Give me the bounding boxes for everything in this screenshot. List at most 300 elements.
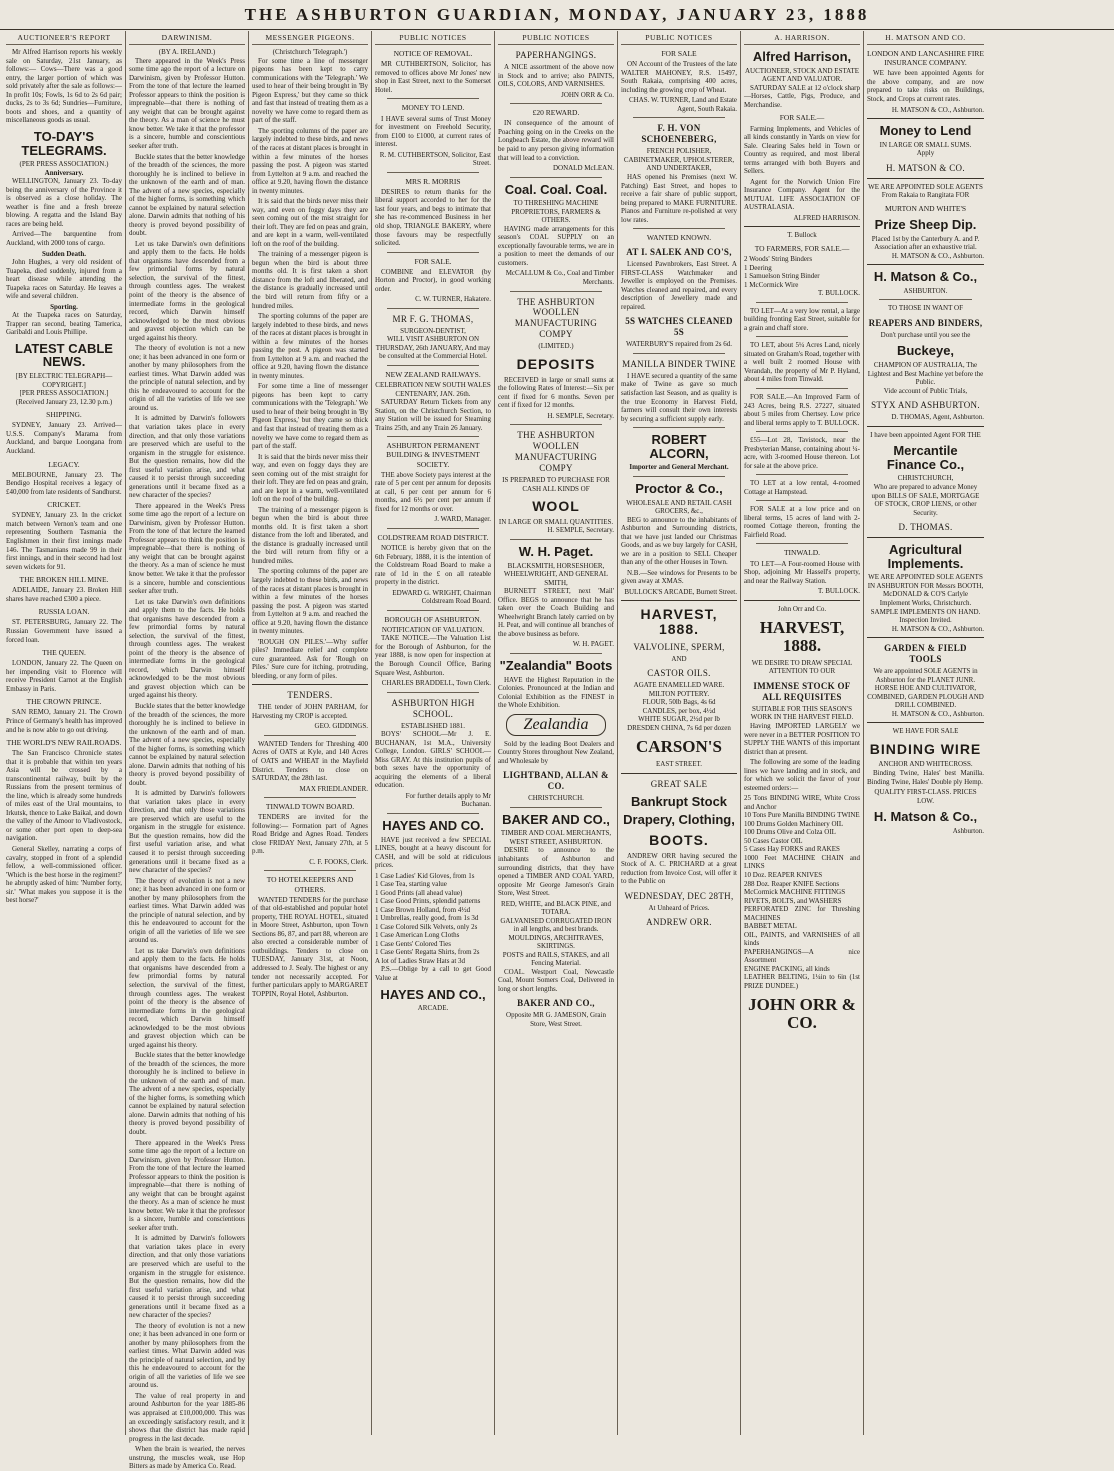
for-sale-heading: FOR SALE [661,49,697,59]
orr-stock-heading: IMMENSE STOCK OF ALL REQUISITES [753,680,851,702]
woollen-wool-heading: THE ASHBURTON WOOLLEN MANUFACTURING COMPY [514,430,598,474]
sheep-dip-maker: MURTON AND WHITE'S [884,203,967,213]
reapers-heading: REAPERS AND BINDERS, [868,317,983,328]
paperhangings-text: A NICE assortment of the above now in Stock and to arrive; also PAINTS, OILS, COLORS, AND VARNISHES. [498,63,614,89]
divider [510,653,602,654]
baker-subheading: TIMBER AND COAL MERCHANTS, [500,829,612,838]
article-paragraph: The theory of evolution is not a new one; it has been advanced in one form or another by many philosophers from the earliest times. What Darwin added was the principle of natural selection, and by this he endeavoured to account for the origin of all the varieties of life we see around us. [129,344,245,412]
great-sale-heading: GREAT SALE [650,778,708,789]
arrived-text: Arrived—The barquentine from Auckland, with 2000 tons of cargo. [6,230,122,247]
manila-twine-text: I HAVE secured a quantity of the same make of Twine as gave so much satisfaction last Season, and as quality is the true Economy in Harvest Field, farmers will consult their own interests by securing a sufficient supply early. [621,371,737,423]
reward-signature: DONALD McLEAN. [552,164,614,173]
coldstream-text: NOTICE is hereby given that on the 6th February, 1888, it is the intention of the Coldstream Road Board to make a rate of 1d in the £ on all rateable property in the district. [375,544,491,587]
auction-report: Mr Alfred Harrison reports his weekly sale on Saturday, 21st January, as follows:— Cows—There was a good entry, the larger portion of which was sold privately after the sale as follows:—In profit 10s; Fowls, 1s 6d to 2s 6d pair; ducks, 2s to 3s 6d; Sundries—Furniture, boots and shoes, and a quantity of miscellaneous goods as usual. [6,48,122,125]
list-item: GALVANISED CORRUGATED IRON in all lengths, and best brands. [500,916,612,934]
column-1 [3,31,126,1435]
hayes-item-list [375,872,491,966]
sheep-dip-signature: H. MATSON & CO., Ashburton. [891,251,984,260]
cable-news-sub: [BY ELECTRIC TELEGRAPH—COPYRIGHT.] [15,372,113,389]
divider [867,264,984,265]
mercantile-sub: CHRISTCHURCH, [897,474,954,483]
for-sale-text: ON Account of the Trustees of the late WALTER MAHONEY, R.S. 15497, South Rakaia, comprising 400 acres, including the growing crop of Wheat. [621,60,737,94]
divider [867,637,984,638]
divider [633,228,725,229]
cable-news-sub2: [PER PRESS ASSOCIATION.] [19,389,109,398]
harrison-text: SATURDAY SALE at 12 o'clock sharp—Horses, Cattle, Pigs, Produce, and Merchandise. [744,83,860,109]
baker-text: DESIRE to announce to the inhabitants of Ashburton and surrounding districts, that they have opened a TIMBER AND COAL YARD, opposite Mr George Jameson's Grain Store, West Street. [498,846,614,898]
article-paragraph: Let us take Darwin's own definitions and apply them to the facts. He holds that organisms have descended from a few primordial forms by natural selection, the survival of the fittest, through countless ages. The weakest point of the theory is the absence of intermediate forms in the geological record, which Darwin himself acknowledged to be the most obvious and gravest objection which can be urged against his theory. [129,946,245,1049]
list-item: 1 Case Brown Holland, from 4½d [375,905,471,914]
list-item: 1 Case Tea, starting value [375,880,447,889]
tender-notice: WANTED Tenders for Threshing 400 Acres of OATS at Kyle, and 140 Acres of OATS and WHEAT in the Mayfield District. Tenders to close on SATURDAY, the 28th last. [252,739,368,783]
divider [756,388,848,389]
salek-text: Licensed Pawnbrokers, East Street. A FIRST-CLASS Watchmaker and Jeweller is employed on the Premises. Watches cleaned and repaired, and every description of Jewellery made and repaired. [621,260,737,311]
divider [867,537,984,538]
harrison-sale-text: Farming Implements, and Vehicles of all kinds constantly in Yards on view for Sale. Clearing Sales held in Town or Country as required, and most liberal terms arranged with both Buyers and Sellers. [744,124,860,176]
article-paragraph: It is admitted by Darwin's followers that variation takes place in every direction, and that only those variations are preserved which are useful to the organism in the struggle for existence. But the question remains, how did the first useful variation arise, and what caused it to persist through succeeding generations until it became fixed as a new character of the species? [129,789,245,875]
article-paragraph: Let us take Darwin's own definitions and apply them to the facts. He holds that organisms have descended from a few primordial forms by natural selection, the survival of the fittest, through countless ages. The weakest point of the theory is the absence of intermediate forms in the geological record, which Darwin himself acknowledged to be the most obvious and gravest objection which can be urged against his theory. [129,597,245,700]
tinwald-text: TO LET—A Four-roomed House with Shop, adjoining Mr Hassell's property, and near the Railway Station. [744,559,860,585]
rough-on-piles-ad: 'ROUGH ON PILES.'—Why suffer piles? Immediate relief and complete cure guaranteed. Ask for 'Rough on Piles.' Sure cure for itching, protruding, bleeding, or any form of piles. [252,637,368,680]
russia-heading: RUSSIA LOAN. [38,607,90,617]
column-heading: PUBLIC NOTICES [498,33,614,45]
building-society-text: THE above Society pays interest at the rate of 5 per cent per annum for deposits at call, 6 per cent per annum for 6 months, and 6½ per cent per annum if fixed for 12 months or over. [375,470,491,513]
column-heading: DARWINISM. [129,33,245,45]
farmers-item-list [744,255,860,289]
article-paragraph: Let us take Darwin's own definitions and apply them to the facts. He holds that organisms have descended from a few primordial forms by natural selection, the survival of the fittest, through countless ages. The weakest point of the theory is the absence of intermediate forms in the geological record, which Darwin himself acknowledged to be the most obvious and gravest objection which can be urged against his theory. [129,239,245,342]
railways-text: SATURDAY Return Tickets from any Station, on the Christchurch Section, to any Station will be issued for Steaming Trains 25th, and any Train 26 January. [375,398,491,432]
list-item: 10 Tons Pure Manilla BINDING TWINE [744,811,860,820]
list-item: BABBET METAL [744,922,797,931]
divider [744,226,860,227]
divider [621,773,737,774]
anniversary-text: WELLINGTON, January 23. To-day being the anniversary of the Province it is observed as a close holiday. The weather is fine and a fresh breeze blowing. A regatta and the Island Bay races are being held. [6,177,122,228]
divider [633,427,725,428]
list-item: 1 Deering [744,263,772,272]
list-item: McCormick MACHINE FITTINGS [744,888,846,897]
article-paragraph: Buckle states that the better knowledge of the breadth of the sciences, the more thoroughly he is inclined to believe in the unknown of the earth and of man. The advent of a new species, especially of the higher forms, is something which cannot be explained by natural selection alone. Darwin admits that nothing of his theory is proved beyond possibility of doubt. [129,1051,245,1137]
broken-hill-text: ADELAIDE, January 23. Broken Hill shares have reached £300 a piece. [6,586,122,603]
wool-heading: WOOL [532,498,580,515]
binding-wire-text: Binding Twine, Hales' best Manilla. Binding Twine, Hales' Double ply Hemp. [867,768,984,786]
list-item: DRESDEN CHINA, 7s 6d per dozen [627,723,731,732]
divider [387,252,479,253]
list-item: 2 Woods' String Binders [744,255,813,264]
list-item: 1000 Feet MACHINE CHAIN and LINKS [744,853,860,871]
article-paragraph: There appeared in the Week's Press some time ago the report of a lecture on Darwinism, given by Professor Hutton. From the tone of that lecture the learned Professor appears to think the position is impregnable—that there is nothing of any weight that can be brought against the theory. As a man of science he must know better. We take it that the professor is a sincere, humble and conscientious seeker after truth. [129,1138,245,1232]
borough-subheading: NOTIFICATION OF VALUATION. [381,625,485,634]
column-heading: A. HARRISON. [744,33,860,45]
divider [510,103,602,104]
divider [264,735,356,736]
divider [756,543,848,544]
orr-sale-prices: At Unheard of Prices. [648,903,710,912]
list-item: WHITE SUGAR, 2½d per lb [638,715,720,724]
watches-heading: 5S WATCHES CLEANED 5S [625,316,733,338]
reapers-intro: TO THOSE IN WANT OF [888,304,963,313]
money-to-lend-heading: MONEY TO LEND. [401,103,465,113]
list-item: 1 Good Prints (all ahead value) [375,888,463,897]
proctor-text: BEG to announce to the inhabitants of Ashburton and Surrounding districts, that we have just landed our Christmas Goods, and as we buy largely for CASH, we are in a position to SELL Cheaper than any of the other Houses in Town. [621,515,737,567]
for-sale-text: COMBINE and ELEVATOR (by Horton and Proctor), in good working order. [375,267,491,293]
article-paragraph: Buckle states that the better knowledge of the breadth of the sciences, the more thoroughly he is inclined to believe in the unknown of the earth and of man. The advent of a new species, especially of the higher forms, is something which cannot be explained by natural selection alone. Darwin admits that nothing of his theory is proved beyond possibility of doubt. [129,701,245,787]
sporting-heading: Sporting. [50,302,78,311]
divider [387,436,479,437]
garden-tools-heading: GARDEN & FIELD TOOLS [884,643,967,665]
wool-text: IN LARGE OR SMALL QUANTITIES. [498,517,614,526]
sheep-dip-intro: WE ARE APPOINTED SOLE AGENTS From Rakaia to Rangitata FOR [868,182,983,200]
divider [744,600,860,601]
orr-sale-date: WEDNESDAY, DEC 28TH, [624,890,734,901]
property-value-paragraph: The value of real property in and around Ashburton for the year 1885-86 was appraised at £10,000,000. This was an exceedingly satisfactory result, and it shows that the district has made rapid progress in the last decade. [129,1391,245,1443]
dentist-heading: MR F. G. THOMAS, [392,313,474,324]
high-school-heading: ASHBURTON HIGH SCHOOL. [391,697,475,719]
hotelkeepers-heading: TO HOTELKEEPERS AND OTHERS. [266,875,354,894]
divider [387,308,479,309]
boots-heading: BOOTS. [649,832,709,849]
buckeye-text: CHAMPION OF AUSTRALIA, The Lightest and Best Machine yet before the Public. [867,361,984,387]
harrison-heading: Alfred Harrison, [752,49,852,65]
divider [633,353,725,354]
article-byline: (Christchurch 'Telegraph.') [272,48,348,57]
harvest-line: CASTOR OILS. [647,668,711,679]
removal-heading: NOTICE OF REMOVAL. [393,49,473,59]
manila-twine-heading: MANILLA BINDER TWINE [622,358,736,369]
zealandia-heading: "Zealandia" Boots [499,657,613,673]
harvest-item-list [621,681,737,732]
orr-sale-text: ANDREW ORR having secured the Stock of A. C. PRICHARD at a great reduction from Invoice Cost, will offer it to the Public on [621,851,737,886]
farmers-signature: T. BULLOCK. [817,289,860,298]
railways-subheading: CELEBRATION NEW SOUTH WALES CENTENARY, JAN. 26th. [375,381,491,398]
column-heading: H. MATSON AND CO. [867,33,984,45]
list-item: ENGINE PACKING, all kinds [744,964,830,973]
borough-heading: BOROUGH OF ASHBURTON. [384,614,482,624]
coal-heading: Coal. Coal. Coal. [504,181,608,197]
list-item: 1 Samuelson String Binder [744,272,820,281]
paget-subheading: BLACKSMITH, HORSESHOER, WHEELWRIGHT, AND GENERAL SMITH, [503,561,609,587]
baker-address: WEST STREET, ASHBURTON. [509,837,603,846]
list-item: PERFORATED ZINC for Threshing MACHINES [744,905,860,922]
tender-signature: GEO. GIDDINGS. [314,722,368,731]
orr-column-head: John Orr and Co. [777,604,827,613]
harvest-heading: HARVEST, 1888. [759,618,845,656]
hayes-heading: HAYES AND CO. [382,817,484,833]
binding-wire-intro: WE HAVE FOR SALE [892,727,959,736]
thomas-signature: D. THOMAS, Agent, Ashburton. [891,413,984,422]
divider [633,476,725,477]
agricultural-heading: Agricultural Implements. [887,542,964,571]
divider [510,177,602,178]
divider [387,610,479,611]
list-item: 1 Case Good Prints, splendid patterns [375,897,481,906]
money-lend-sub: IN LARGE OR SMALL SUMS. [879,140,972,149]
tinwald-board-signature: C. F. FOOKS, Clerk. [309,857,368,866]
broken-hill-heading: THE BROKEN HILL MINE. [19,575,109,585]
binding-wire-quality: QUALITY FIRST-CLASS. PRICES LOW. [874,788,977,805]
list-item: MILTON POTTERY. [648,689,710,698]
column-2 [126,31,249,1471]
building-society-signature: J. WARD, Manager. [434,515,491,524]
harvest-heading: HARVEST, 1888. [640,606,718,638]
queen-text: LONDON, January 22. The Queen on her impending visit to Florence will receive President Carnot at the English Embassy in Paris. [6,659,122,693]
zealandia-footer: Sold by the leading Boot Dealers and Country Stores throughout New Zealand, and Wholesale by [498,739,614,765]
list-item: 1 Case Ladies' Kid Gloves, from 1s [375,871,475,880]
crown-prince-text: SAN REMO, January 21. The Crown Prince of Germany's health has improved and he is now able to go out driving. [6,708,122,734]
hop-bitters-ad: When the brain is wearied, the nerves unstrung, the muscles weak, use Hop Bitters as made by America Co. Read. [129,1445,245,1471]
high-school-subheading: ESTABLISHED 1881. [401,721,465,730]
column-heading: MESSENGER PIGEONS. [252,33,368,45]
tender-notice: THE tender of JOHN PARHAM, for Harvesting my CROP is accepted. [252,703,368,720]
tinwald-heading: TINWALD. [783,548,821,558]
railways-heading: NEW ZEALAND RAILWAYS. [385,369,481,379]
mercantile-intro: I have been appointed Agent FOR THE [870,430,981,439]
list-item: RED, WHITE, and BLACK PINE, and TOTARA. [501,899,611,917]
article-paragraph: The theory of evolution is not a new one; it has been advanced in one form or another by many philosophers from the earliest times. What Darwin added was the principle of natural selection, and by this he endeavoured to account for the origin of all the varieties of life we see around us. [129,876,245,945]
divider [867,722,984,723]
telegrams-heading: TO-DAY'S TELEGRAMS. [21,128,107,158]
list-item: 25 Tons BINDING WIRE, White Cross and Anchor [744,794,860,811]
proctor-signature: BULLOCK'S ARCADE, Burnett Street. [624,587,737,596]
orr-sale-signature: ANDREW ORR. [646,917,712,928]
styx-heading: STYX AND ASHBURTON. [871,400,980,411]
proctor-subheading: WHOLESALE AND RETAIL CASH GROCERS, &c., [626,498,732,516]
hayes-postscript: P.S.—Oblige by a call to get Good Value at [375,965,491,982]
removal-text: MR CUTHBERTSON, Solicitor, has removed to offices above Mr Jones' new shop in East Street, next to the Somerset Hotel. [375,60,491,94]
list-item: POSTS and RAILS, STAKES, and all Fencing Material. [502,950,610,968]
deposits-signature: H. SEMPLE, Secretary. [547,411,614,420]
list-item: 50 Cases Castor OIL [744,836,803,845]
borough-text: TAKE NOTICE.—The Valuation List for the Borough of Ashburton, for the year 1888, is now open for inspection at the Borough Council Office, Baring Square West, Ashburton. [375,634,491,677]
to-let-notice: TO LET, about 5¼ Acres Land, nicely situated on Graham's Road, together with a well built 2 roomed House with Verandah, the property of Mr P. Hyland, about 4 miles from Tinwald. [744,341,860,384]
column-heading: AUCTIONEER'S REPORT [6,33,122,45]
paperhangings-signature: JOHN ORR & Co. [561,90,614,99]
for-sale-signature: CHAS. W. TURNER, Land and Estate Agent, South Rakaia. [629,96,737,113]
woollen-heading: THE ASHBURTON WOOLLEN MANUFACTURING COMPY [514,296,598,340]
matson-heading: H. Matson & Co., [873,269,978,285]
garden-tools-text: We are appointed SOLE AGENTS in Ashburton for the PLANET JUNR. HORSE HOE AND CULTIVATOR, COMBINED, GARDEN PLOUGH AND DRILL COMBINED. [867,667,984,710]
orr-stock-sub: SUITABLE FOR THIS SEASON'S WORK IN THE HARVEST FIELD. [750,704,854,722]
money-lend-signature: H. MATSON & CO. [886,162,965,173]
divider [387,365,479,366]
telegrams-subheading: (PER PRESS ASSOCIATION.) [19,160,109,169]
divider [252,684,368,685]
divider [510,424,602,425]
matson-footer-sub: Ashburton. [952,826,984,835]
sheep-dip-text: Placed 1st by the Canterbury A. and P. Association after an exhaustive trial. [871,234,980,252]
cable-news-heading: LATEST CABLE NEWS. [15,340,113,370]
harvest-line: VALVOLINE, SPERM, [633,641,725,652]
divider [264,797,356,798]
list-item: 5 Cases Hay FORKS and RAKES [744,845,840,854]
list-item: AGATE ENAMELLED WARE. [633,681,725,690]
list-item: 1 Umbrellas, really good, from 1s 3d [375,914,479,923]
baker-heading: BAKER AND CO., [502,811,610,827]
list-item: OIL, PAINTS, and VARNISHES of all kinds [744,930,860,948]
legacy-heading: LEGACY. [48,459,80,469]
divider [867,118,984,119]
divider [387,813,479,814]
morris-heading: MRS R. MORRIS [405,176,461,186]
article-paragraph: The sporting columns of the paper are largely indebted to these birds, and news of the races at distant places is brought in within a few minutes of the horses passing the post. A pigeon was started from Lyttelton at 9 a.m. and reached the office at 9.20, having flown the distance in twenty minutes. [252,312,368,380]
hayes-footer-sub: ARCADE. [417,1004,449,1013]
masthead [0,0,1114,30]
article-byline: (BY A. IRELAND.) [158,48,216,57]
column-6 [618,31,741,1435]
paget-heading: W. H. Paget. [518,543,594,559]
list-item: 1 Case Gents' Colored Ties [375,939,451,948]
tenders-heading: TENDERS. [287,690,333,701]
divider [264,870,356,871]
reward-text: IN consequence of the amount of Poaching going on in the Creeks on the Longbeach Estate, the above reward will be paid to any person giving information that will lead to a conviction. [498,119,614,162]
page-columns [3,31,1111,1471]
sudden-death-text: John Hughes, a very old resident of Tuapeka, died suddenly, injured from a heart disease while attending the Tuapeka races on Saturday. He leaves a wife and several children. [6,258,122,301]
article-paragraph: For some time a line of messenger pigeons has been kept to carry communications with the 'Telegraph.' We used to hear of their being brought in 'By Pigeon Express,' but they came so thick and fast that instead of treating them as a novelty we have come to regard them as part of the staff. [252,56,368,125]
tinwald-board-heading: TINWALD TOWN BOARD. [265,802,355,812]
list-item: 1 McCormick Wire [744,280,799,289]
orr-footer: JOHN ORR & CO. [748,995,856,1033]
article-paragraph: It is admitted by Darwin's followers that variation takes place in every direction, and that only those variations are preserved which are useful to the organism in the struggle for existence. But the question remains, how did the first useful variation arise, and what caused it to persist through succeeding generations until it became fixed as a new character of the species? [129,414,245,500]
coal-text: HAVING made arrangements for this season's COAL SUPPLY on an exceptionally favourable terms, we are in a position to meet the demands of our customers. [498,224,614,267]
alcorn-heading: ROBERT ALCORN, [649,432,709,461]
tender-signature: MAX FRIEDLANDER. [299,784,368,793]
coldstream-heading: COLDSTREAM ROAD DISTRICT. [377,532,489,542]
reward-heading: £20 REWARD. [532,108,580,118]
railroads-text: The San Francisco Chronicle states that it is probable that within ten years Asia will be crossed by a transcontinental railway, built by the Russians from the present terminus of the line, which is already some hundreds of miles east of the Ural mountains, to Irkutsk, thence to Lake Baikal, and down the valley of the Amoor to Vladivostock, or some other port open to deep-sea navigation. [6,749,122,843]
reapers-sub: Don't purchase until you see the [880,330,971,339]
shipping-heading: SHIPPING. [46,410,82,420]
column-7 [741,31,864,1435]
zealandia-logo: Zealandia [506,714,606,736]
insurance-text: WE have been appointed Agents for the above company, and are now prepared to take risks on Buildings, Stock, and Crops at current rates. [867,69,984,104]
building-society-heading: ASHBURTON PERMANENT BUILDING & INVESTMENT SOCIETY. [386,441,480,469]
divider [387,172,479,173]
mercantile-signature: D. THOMAS. [898,522,953,533]
list-item: 1 Case Gents' Regatta Shirts, from 2s [375,948,480,957]
list-item: MOULDINGS, ARCHITRAVES, SKIRTINGS. [508,933,604,951]
deposits-heading: DEPOSITS [516,355,596,372]
money-lend-apply: Apply [916,149,935,158]
list-item: 100 Drums Olive and Colza OIL [744,828,836,837]
divider [867,426,984,427]
money-to-lend-text: I HAVE several sums of Trust Money for investment on Freehold Security, from £100 to £1000, at current rates of interest. [375,114,491,149]
divider [510,291,602,292]
general-anecdote: General Skelley, narrating a corps of cavalry, stopped in front of a splendid fellow, a well-commissioned officer. 'Which is the best horse in the regiment?' he abruptly asked of him: 'Number forty, sir.' 'What makes you suppose it is the best horse?' [6,845,122,905]
coldstream-signature: EDWARD G. WRIGHT, Chairman Coldstream Road Board. [392,588,491,606]
public-trials-text: Vide account of Public Trials, [883,386,968,395]
divider [756,302,848,303]
divider [621,600,737,601]
money-lend-heading: Money to Lend [879,123,972,139]
column-3 [249,31,372,1435]
sheep-dip-heading: Prize Sheep Dip. [874,216,977,232]
article-paragraph: There appeared in the Week's Press some time ago the report of a lecture on Darwinism, given by Professor Hutton. From the tone of that lecture the learned Professor appears to think the position is impregnable—that there is nothing of any weight that can be brought against the theory. As a man of science he must know better. We take it that the professor is a sincere, humble and conscientious seeker after truth. [129,56,245,150]
matson-subheading: ASHBURTON. [903,286,948,295]
tinwald-board-text: TENDERS are invited for the following:— Formation part of Agnes Road Bridge and Agnes Road. Tenders close FRIDAY Next, January 27th, at 5 p.m. [252,813,368,856]
list-item: 10 Doz. REAPER KNIVES [744,871,823,880]
bullock-column-head: T. Bullock [787,231,817,240]
lightband-subheading: CHRISTCHURCH. [528,794,584,803]
crown-prince-heading: THE CROWN PRINCE. [26,697,102,707]
divider [633,117,725,118]
divider [510,539,602,540]
baker-coal-text: COAL. Westport Coal, Newcastle Coal, Mount Somers Coal, Delivered in long or short lengths. [498,967,614,993]
to-let-notice: TO LET at a low rental, 4-roomed Cottage at Hampstead. [744,479,860,496]
article-paragraph: The sporting columns of the paper are largely indebted to these birds, and news of the races at distant places is brought in within a few minutes of the horses passing the post. A pigeon was started from Lyttelton at 9 a.m. and reached the office at 9.20, having flown the distance in twenty minutes. [252,567,368,636]
list-item: FLOUR, 50lb Bags, 4s 6d [642,698,716,707]
for-sale-heading: FOR SALE. [414,256,452,266]
garden-tools-signature: H. MATSON & CO., Ashburton. [891,709,984,718]
baker-item-list [498,900,614,968]
divider [756,336,848,337]
column-8 [864,31,987,1435]
column-5 [495,31,618,1435]
divider [867,178,984,179]
for-sale-signature: C. W. TURNER, Hakatere. [415,295,491,304]
shipping-text: SYDNEY, January 23. Arrived—U.S.S. Company's Marama from Auckland, and barque Loongana from Auckland. [6,421,122,455]
list-item: CANDLES, per box, 4½d [642,706,716,715]
schoeneberg-text: HAS opened his Premises (next W. Patching) East Street, and hopes to receive a fair share of public support, being prepared to MAKE FURNITURE. Pianos and Furniture re-polished at very low rates. [621,173,737,224]
wanted-known-heading: WANTED KNOWN. [646,233,712,243]
cricket-heading: CRICKET. [47,500,81,510]
woollen-limited: (LIMITED.) [538,342,574,351]
divider [756,431,848,432]
cricket-text: SYDNEY, January 23. In the cricket match between Vernon's team and one representing Southern Tasmania the Englishmen in their first innings made 146. The Tasmanians made 99 in their first innings, and in their second had lost seven wickets for 91. [6,511,122,571]
column-heading: PUBLIC NOTICES [375,33,491,45]
railroads-heading: THE WORLD'S NEW RAILROADS. [6,738,122,748]
paget-signature: W. H. PAGET. [572,640,614,649]
column-heading: PUBLIC NOTICES [621,33,737,45]
baker-footer: BAKER AND CO., [517,998,595,1009]
carsons-heading: CARSON'S [636,737,722,757]
list-item: 100 Drums Golden Machinery OIL [744,819,844,828]
harrison-sale-heading: FOR SALE.— [779,113,825,123]
article-paragraph: There appeared in the Week's Press some time ago the report of a lecture on Darwinism, given by Professor Hutton. From the tone of that lecture the learned Professor appears to think the position is impregnable—that there is nothing of any weight that can be brought against the theory. As a man of science he must know better. We take it that the professor is a sincere, humble and conscientious seeker after truth. [129,501,245,596]
legacy-text: MELBOURNE, January 23. The Bendigo Hospital receives a legacy of £40,000 from late residents of Sandhurst. [6,470,122,496]
sudden-death-heading: Sudden Death. [42,249,86,258]
mercantile-text: Who are prepared to advance Money upon BILLS OF SALE, MORTGAGE OF STOCK, CROP LIENS, or other Security. [871,483,980,517]
to-let-notice: TO LET—At a very low rental, a large building fronting East Street, suitable for a grain and chaff store. [744,306,860,332]
binding-wire-sub: ANCHOR AND WHITECROSS. [878,760,973,769]
article-paragraph: The theory of evolution is not a new one; it has been advanced in one form or another by many philosophers from the earliest times. What Darwin added was the principle of natural selection, and by this he endeavoured to account for the origin of all the varieties of life we see around us. [129,1321,245,1390]
divider [756,500,848,501]
orr-imported-text: Having IMPORTED LARGELY we were never in a BETTER POSITION TO SUPPLY THE WANTS of this important district than at present. [744,721,860,756]
divider [756,474,848,475]
article-paragraph: The training of a messenger pigeon is begun when the bird is about three months old. It is first taken a short distance from the loft and liberated, and the distance is gradually increased until the bird will return from fifty or a hundred miles. [252,250,368,310]
list-item: LEATHER BELTING, 1¼in to 6in (1st PRIZE DUNDEE.) [744,973,860,990]
woollen-wool-sub: IS PREPARED TO PURCHASE FOR CASH ALL KINDS OF [502,476,610,493]
carsons-subheading: EAST STREET. [655,760,703,769]
coal-signature: McCALLUM & Co., Coal and Timber Merchants. [505,269,614,286]
list-item: 288 Doz. Reaper KNIFE Sections [744,879,840,888]
divider [510,807,602,808]
for-sale-notice: FOR SALE.—An Improved Farm of 243 Acres, being R.S. 27227, situated about 5 miles from Chertsey. Low price and liberal terms apply to T. BULLOCK. [744,393,860,427]
orr-following-text: The following are some of the leading lines we have landing and in stock, and for which we solicit the favor of your esteemed orders:— [744,758,860,792]
high-school-text: BOYS' SCHOOL—Mr J. E. BUCHANAN, 1st M.A., University College, London. GIRLS' SCHOOL—Miss GRAY. At this institution pupils of both sexes have the opportunity of acquiring the elements of a liberal education. [375,730,491,790]
schoeneberg-subheading: FRENCH POLISHER, CABINETMAKER, UPHOLSTERER, AND UNDERTAKER, [623,147,735,173]
morris-text: DESIRES to return thanks for the liberal support accorded to her for the last four years, and begs to intimate that she has re-commenced Business in her old shop, TRIANGLE BAKERY, where those favours may be respectfully solicited. [375,187,491,248]
borough-signature: CHARLES BRADDELL, Town Clerk. [381,679,491,688]
divider [879,299,972,300]
harrison-agency-text: Agent for the Norwich Union Fire Insurance Company. Agent for the MUTUAL LIFE ASSOCIATION OF AUSTRALASIA. [744,177,860,212]
dentist-subheading: SURGEON-DENTIST, [400,326,466,335]
agricultural-signature: H. MATSON & CO., Ashburton. [891,624,984,633]
list-item: RIVETS, BOLTS, and WASHERS [744,896,842,905]
article-paragraph: It is admitted by Darwin's followers that variation takes place in every direction, and that only those variations are preserved which are useful to the organism in the struggle for existence. But the question remains, how did the first useful variation arise, and what caused it to persist through succeeding generations until it became fixed as a new character of the species? [129,1234,245,1320]
list-item: 1 Case American Long Cloths [375,931,460,940]
wool-signature: H. SEMPLE, Secretary. [547,526,614,535]
buckeye-heading: Buckeye, [896,343,955,359]
drapery-heading: Drapery, Clothing, [623,812,735,828]
